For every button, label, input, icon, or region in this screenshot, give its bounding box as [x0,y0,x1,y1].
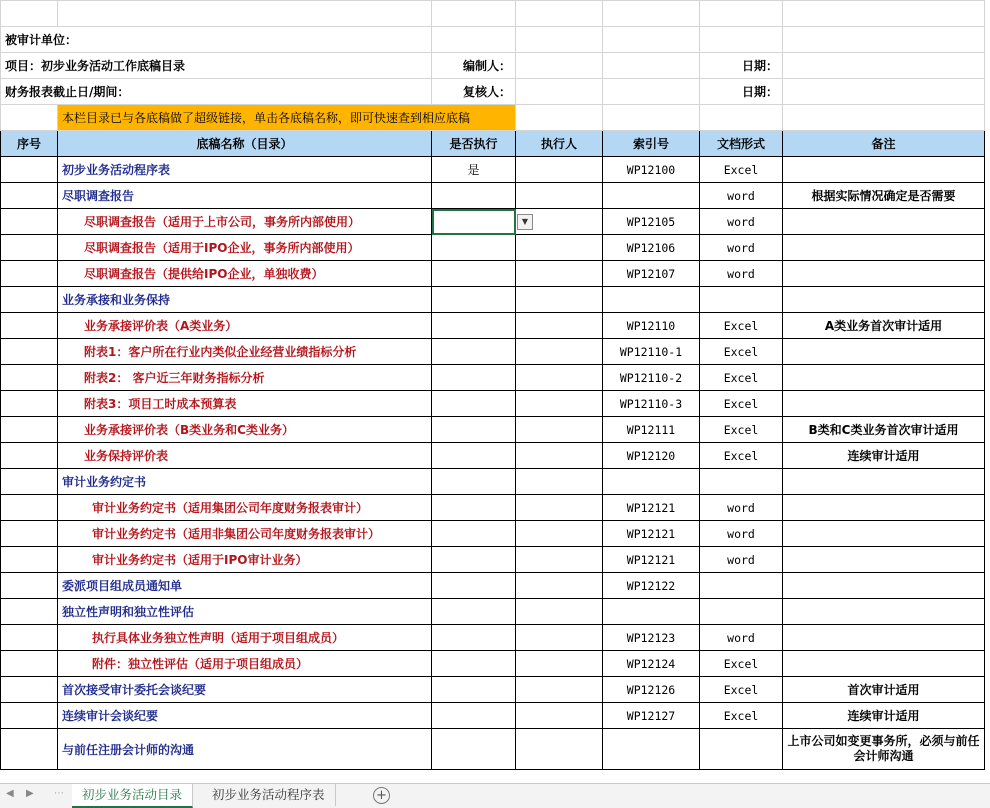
row-name[interactable]: 委派项目组成员通知单 [58,573,432,599]
row-executor[interactable] [516,573,603,599]
row-index[interactable] [603,183,700,209]
row-notes[interactable] [783,261,985,287]
row-format[interactable] [700,729,783,770]
tab-initial-activity-index[interactable]: 初步业务活动目录 [72,784,193,808]
row-executed[interactable] [432,495,516,521]
tab-initial-activity-procedures[interactable]: 初步业务活动程序表 [202,784,336,806]
project-label[interactable]: 项目：初步业务活动工作底稿目录 [1,53,432,79]
row-notes[interactable] [783,209,985,235]
table-row [1,417,985,443]
row-seq[interactable] [1,547,58,573]
row-index[interactable] [603,469,700,495]
row-format[interactable]: word [700,547,783,573]
row-format[interactable]: word [700,495,783,521]
row-name[interactable]: 审计业务约定书（适用集团公司年度财务报表审计） [58,495,432,521]
row-index[interactable]: WP12105 [603,209,700,235]
row-notes[interactable] [783,339,985,365]
row-name[interactable]: 尽职调查报告（提供给IPO企业，单独收费） [58,261,432,287]
row-seq[interactable] [1,599,58,625]
row-name[interactable]: 首次接受审计委托会谈纪要 [58,677,432,703]
col-name-header[interactable]: 底稿名称（目录） [58,131,432,157]
scroll-right-icon[interactable]: ▶ [26,788,34,799]
date-value-2[interactable] [783,79,985,105]
row-format[interactable]: Excel [700,677,783,703]
date-label-1[interactable]: 日期： [700,53,783,79]
row-notes[interactable]: B类和C类业务首次审计适用 [783,417,985,443]
column-header-row [1,131,985,157]
row-executor[interactable] [516,313,603,339]
row-name[interactable]: 尽职调查报告（适用于IPO企业，事务所内部使用） [58,235,432,261]
row-name[interactable]: 附表3：项目工时成本预算表 [58,391,432,417]
row-executed[interactable]: 是 [432,157,516,183]
table-row [1,209,985,235]
row-name[interactable]: 附件：独立性评估（适用于项目组成员） [58,651,432,677]
banner-row [1,105,985,131]
row-seq[interactable] [1,703,58,729]
row-executed[interactable] [432,703,516,729]
row-notes[interactable] [783,157,985,183]
row-executor[interactable] [516,417,603,443]
col-index-header[interactable]: 索引号 [603,131,700,157]
row-notes[interactable]: 连续审计适用 [783,443,985,469]
row-seq[interactable] [1,365,58,391]
row-format[interactable]: Excel [700,443,783,469]
row-name[interactable]: 与前任注册会计师的沟通 [58,729,432,770]
row-executor[interactable] [516,339,603,365]
row-executed[interactable] [432,313,516,339]
row-executor[interactable] [516,729,603,770]
row-seq[interactable] [1,157,58,183]
row-notes[interactable] [783,651,985,677]
table-row [1,469,985,495]
row-executor[interactable] [516,599,603,625]
row-format[interactable]: word [700,183,783,209]
row-name[interactable]: 独立性声明和独立性评估 [58,599,432,625]
audited-unit-row [1,27,985,53]
row-executed[interactable] [432,547,516,573]
col-executed-header[interactable]: 是否执行 [432,131,516,157]
row-seq[interactable] [1,183,58,209]
row-index[interactable]: WP12107 [603,261,700,287]
row-index[interactable]: WP12110 [603,313,700,339]
row-executed[interactable] [432,469,516,495]
row-name[interactable]: 业务承接和业务保持 [58,287,432,313]
row-format[interactable]: word [700,209,783,235]
table-row [1,521,985,547]
row-seq[interactable] [1,651,58,677]
reviewer-value[interactable] [516,79,603,105]
row-executed[interactable] [432,261,516,287]
row-seq[interactable] [1,677,58,703]
row-executor[interactable] [516,443,603,469]
table-row [1,365,985,391]
project-row [1,53,985,79]
row-name[interactable]: 连续审计会谈纪要 [58,703,432,729]
more-tabs-icon[interactable]: ⋯ [54,788,64,799]
row-name[interactable]: 附表2： 客户近三年财务指标分析 [58,365,432,391]
row-notes[interactable] [783,599,985,625]
table-row [1,677,985,703]
table-row [1,313,985,339]
date-label-2[interactable]: 日期： [700,79,783,105]
row-notes[interactable] [783,521,985,547]
table-row [1,287,985,313]
row-index[interactable]: WP12121 [603,547,700,573]
row-notes[interactable] [783,547,985,573]
row-notes[interactable]: 根据实际情况确定是否需要 [783,183,985,209]
table-row [1,391,985,417]
audited-unit-label[interactable]: 被审计单位： [1,27,432,53]
row-executor[interactable] [516,157,603,183]
table-row [1,495,985,521]
row-seq[interactable] [1,261,58,287]
period-label[interactable]: 财务报表截止日/期间： [1,79,432,105]
row-executed[interactable] [432,443,516,469]
row-name[interactable]: 尽职调查报告（适用于上市公司，事务所内部使用） [58,209,432,235]
row-executor[interactable] [516,625,603,651]
col-format-header[interactable]: 文档形式 [700,131,783,157]
row-name[interactable]: 尽职调查报告 [58,183,432,209]
row-executor[interactable] [516,495,603,521]
row-format[interactable]: Excel [700,313,783,339]
row-notes[interactable]: 上市公司如变更事务所，必须与前任会计师沟通 [783,729,985,770]
row-executor[interactable] [516,365,603,391]
row-seq[interactable] [1,235,58,261]
row-name[interactable]: 业务承接评价表（B类业务和C类业务） [58,417,432,443]
col-seq-header[interactable]: 序号 [1,131,58,157]
row-index[interactable]: WP12122 [603,573,700,599]
row-seq[interactable] [1,391,58,417]
table-row [1,443,985,469]
preparer-label[interactable]: 编制人： [432,53,516,79]
row-index[interactable] [603,729,700,770]
row-seq[interactable] [1,287,58,313]
row-executed[interactable] [432,209,529,235]
row-executed[interactable] [432,573,516,599]
row-executed[interactable] [432,365,516,391]
row-name[interactable]: 附表1：客户所在行业内类似企业经营业绩指标分析 [58,339,432,365]
table-row [1,261,985,287]
row-seq[interactable] [1,443,58,469]
row-executor[interactable] [516,235,603,261]
row-format[interactable]: Excel [700,391,783,417]
row-name[interactable]: 业务承接评价表（A类业务） [58,313,432,339]
row-index[interactable] [603,599,700,625]
row-executor[interactable] [516,261,603,287]
col-notes-header[interactable]: 备注 [783,131,985,157]
row-notes[interactable]: 首次审计适用 [783,677,985,703]
row-format[interactable] [700,287,783,313]
dropdown-arrow-icon[interactable]: ▼ [517,214,533,230]
row-name[interactable]: 执行具体业务独立性声明（适用于项目组成员） [58,625,432,651]
row-executed[interactable] [432,183,516,209]
row-format[interactable]: word [700,235,783,261]
table-row [1,339,985,365]
row-index[interactable]: WP12110-2 [603,365,700,391]
row-executed[interactable] [432,625,516,651]
row-executed[interactable] [432,235,516,261]
row-format[interactable]: Excel [700,365,783,391]
row-format[interactable]: word [700,625,783,651]
row-seq[interactable] [1,495,58,521]
blank-row [1,1,985,27]
reviewer-label[interactable]: 复核人： [432,79,516,105]
row-executor[interactable] [516,521,603,547]
row-seq[interactable] [1,729,58,770]
row-executor[interactable] [516,391,603,417]
row-executor[interactable] [516,677,603,703]
row-executed[interactable] [432,391,516,417]
row-seq[interactable] [1,209,58,235]
row-notes[interactable] [783,495,985,521]
row-seq[interactable] [1,625,58,651]
row-notes[interactable] [783,365,985,391]
row-index[interactable]: WP12110-3 [603,391,700,417]
row-notes[interactable] [783,469,985,495]
row-format[interactable]: Excel [700,157,783,183]
row-name[interactable]: 审计业务约定书（适用非集团公司年度财务报表审计） [58,521,432,547]
row-seq[interactable] [1,339,58,365]
table-row [1,157,985,183]
row-notes[interactable] [783,235,985,261]
row-notes[interactable] [783,625,985,651]
row-index[interactable]: WP12121 [603,521,700,547]
row-index[interactable]: WP12126 [603,677,700,703]
row-index[interactable]: WP12127 [603,703,700,729]
add-sheet-icon[interactable]: + [373,787,390,804]
row-notes[interactable] [783,287,985,313]
table-row [1,729,985,770]
row-notes[interactable]: A类业务首次审计适用 [783,313,985,339]
row-format[interactable] [700,573,783,599]
row-seq[interactable] [1,573,58,599]
row-index[interactable]: WP12123 [603,625,700,651]
row-format[interactable] [700,599,783,625]
row-notes[interactable]: 连续审计适用 [783,703,985,729]
row-index[interactable]: WP12111 [603,417,700,443]
table-row [1,703,985,729]
row-executor[interactable] [516,287,603,313]
sheet-tab-bar [0,783,990,808]
row-executor[interactable] [516,703,603,729]
row-format[interactable]: Excel [700,703,783,729]
row-format[interactable]: Excel [700,651,783,677]
row-executed[interactable] [432,521,516,547]
row-notes[interactable] [783,573,985,599]
row-executed[interactable] [432,599,516,625]
row-executed[interactable] [432,651,516,677]
period-row [1,79,985,105]
row-executor[interactable] [516,651,603,677]
table-row [1,235,985,261]
row-seq[interactable] [1,417,58,443]
row-name[interactable]: 审计业务约定书 [58,469,432,495]
table-row [1,183,985,209]
row-seq[interactable] [1,313,58,339]
row-executor[interactable] [516,183,603,209]
row-name[interactable]: 审计业务约定书（适用于IPO审计业务） [58,547,432,573]
row-executed[interactable] [432,729,516,770]
row-executed[interactable] [432,339,516,365]
row-executed[interactable] [432,677,516,703]
row-format[interactable]: word [700,261,783,287]
row-seq[interactable] [1,521,58,547]
row-index[interactable]: WP12106 [603,235,700,261]
table-row [1,651,985,677]
row-notes[interactable] [783,391,985,417]
row-executor[interactable] [516,469,603,495]
preparer-value[interactable] [516,53,603,79]
table-row [1,547,985,573]
row-executor[interactable] [516,547,603,573]
row-format[interactable]: Excel [700,417,783,443]
row-seq[interactable] [1,469,58,495]
row-format[interactable]: word [700,521,783,547]
row-index[interactable]: WP12121 [603,495,700,521]
table-row [1,573,985,599]
col-executor-header[interactable]: 执行人 [516,131,603,157]
row-name[interactable]: 初步业务活动程序表 [58,157,432,183]
row-format[interactable]: Excel [700,339,783,365]
date-value-1[interactable] [783,53,985,79]
hyperlink-banner[interactable]: 本栏目录已与各底稿做了超级链接，单击各底稿名称，即可快速查到相应底稿 [58,105,516,131]
row-index[interactable]: WP12100 [603,157,700,183]
row-index[interactable] [603,287,700,313]
row-index[interactable]: WP12120 [603,443,700,469]
row-name[interactable]: 业务保持评价表 [58,443,432,469]
scroll-left-icon[interactable]: ◀ [6,788,14,799]
row-index[interactable]: WP12110-1 [603,339,700,365]
table-row [1,625,985,651]
row-executed[interactable] [432,287,516,313]
row-index[interactable]: WP12124 [603,651,700,677]
row-format[interactable] [700,469,783,495]
row-executed[interactable] [432,417,516,443]
table-row [1,599,985,625]
